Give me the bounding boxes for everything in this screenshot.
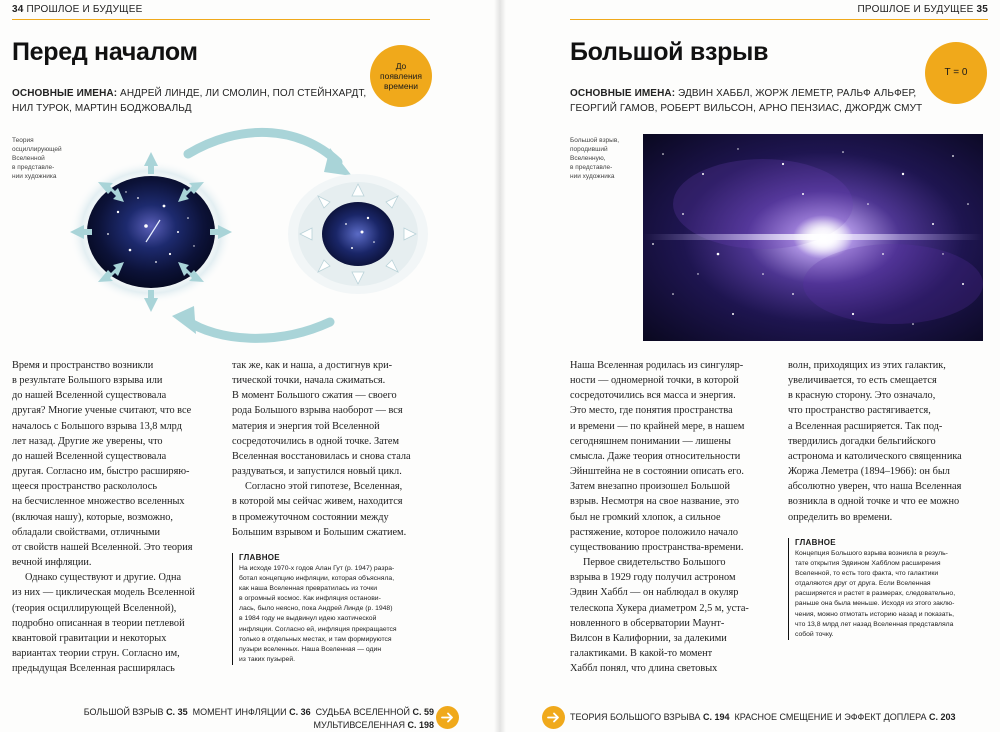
paragraph: Однако существуют и другие. Одна из них — циклическая модель Вселенной (теория осциллирующей Вселенной), подробно описанная в теории петлевой квантовой гравитации и некоторых вариантах теории струн. Согласно им, предыдущая Вселенная расширялась (12, 572, 195, 675)
paragraph: Время и пространство возникли в результате Большого взрыва или до нашей Вселенной существовала другая? Многие ученые считают, что все началось с Большого взрыва 13,8 млрд лет назад. Другие же уверены, что до нашей Вселенной существовала другая. Согласно им, быстро расширяю- щееся пространство раскололось на бесчисленное множество вселенных (включая нашу), которые, возможно, обладали свойствами, отличными от свойств нашей Вселенной. Это теория вечной инфляции. (12, 360, 193, 569)
contracted-universe (322, 202, 394, 266)
era-badge (370, 45, 432, 107)
key-point-box (232, 553, 437, 665)
key-names (570, 86, 930, 116)
page-title: Перед началом (12, 38, 198, 66)
xref-link[interactable]: КРАСНОЕ СМЕЩЕНИЕ И ЭФФЕКТ ДОПЛЕРА С. 203 (734, 712, 956, 722)
cross-references (570, 712, 956, 722)
figure-caption: Теория осциллирующей Вселенной в представле- нии художника (12, 137, 62, 180)
expanded-universe (87, 176, 215, 288)
page-title: Большой взрыв (570, 38, 769, 66)
paragraph: Согласно этой гипотезе, Вселенная, в которой мы сейчас живем, находится в промежуточном состоянии между Большим взрывом и Большим сжатием. (232, 481, 407, 538)
header-rule (570, 19, 988, 20)
paragraph: Наша Вселенная родилась из сингуляр- ности — одномерной точки, в которой сосредоточились вся масса и энергия. Это место, где понятия пространства и времени — по крайней мере, в нашем сегодняшнем понимании — лишены смысла. Даже теория относительности Эйнштейна не в состоянии описать его. Затем внезапно произошел Большой взрыв. Несмотря на свое название, это был не громкий хлопок, а сильное растяжение, которое положило начало существованию пространства-времени. (570, 360, 745, 553)
page-number: 35 (976, 4, 988, 15)
running-head (858, 4, 988, 15)
xref-link[interactable]: МОМЕНТ ИНФЛЯЦИИ С. 36 (192, 707, 311, 717)
key-names-line1: ЭДВИН ХАББЛ, ЖОРЖ ЛЕМЕТР, РАЛЬФ АЛЬФЕР, (678, 88, 917, 99)
key-point-box (788, 538, 993, 640)
paragraph: так же, как и наша, а достигнув кри- тической точки, начала сжиматься. В момент Большого сжатия — своего рода Большого взрыва наоборот — вся материя и энергия той Вселенной сосредоточились в одной точке. Затем Вселенная восстановилась и снова стала раздуваться, и запустился новый цикл. (232, 360, 411, 478)
cycle-arrow-top (188, 132, 338, 162)
era-badge (925, 42, 987, 104)
body-column-2 (788, 358, 993, 525)
xref-line-2 (84, 720, 434, 730)
era-badge-text: T = 0 (944, 67, 968, 78)
key-names-line1: АНДРЕЙ ЛИНДЕ, ЛИ СМОЛИН, ПОЛ СТЕЙНХАРДТ, (120, 88, 367, 99)
xref-line-1 (84, 707, 434, 717)
key-point-title: ГЛАВНОЕ (239, 553, 280, 562)
body-column-1 (570, 358, 782, 676)
paragraph: волн, приходящих из этих галактик, увеличивается, то есть смещается в красную сторону. Это означало, что пространство растягивается, а Вселенная расширяется. Так под- твердились догадки бельгийского астронома и католического священника Жоржа Леметра (1894–1966): он был абсолютно уверен, что наша Вселенная возникла в одной точке и что ее можно определить во времени. (788, 360, 962, 523)
key-point-title: ГЛАВНОЕ (795, 538, 836, 547)
era-badge-text: До появления времени (380, 61, 422, 91)
xref-link[interactable]: СУДЬБА ВСЕЛЕННОЙ С. 59 (315, 707, 434, 717)
arrow-right-icon (547, 712, 560, 723)
cross-references (84, 707, 434, 730)
key-names-line2: НИЛ ТУРОК, МАРТИН БОДЖОВАЛЬД (12, 103, 192, 114)
body-column-1 (12, 358, 224, 676)
body-column-2 (232, 358, 437, 540)
section-title: ПРОШЛОЕ И БУДУЩЕЕ (26, 4, 143, 15)
arrow-right-icon (441, 712, 454, 723)
big-bang-image (643, 134, 983, 341)
xref-link[interactable]: МУЛЬТИВСЕЛЕННАЯ С. 198 (313, 720, 434, 730)
oscillating-universe-illustration (68, 122, 440, 348)
section-title: ПРОШЛОЕ И БУДУЩЕЕ (857, 4, 974, 15)
xref-link[interactable]: ТЕОРИЯ БОЛЬШОГО ВЗРЫВА С. 194 (570, 712, 730, 722)
key-point-text: Концепция Большого взрыва возникла в резуль- тате открытия Эдвином Хабблом расширения Вселенной, то есть того факта, что галактики отдаляются друг от друга. Если Вселенная расширяется и растет в размерах, следовательно, раньше она была меньше. Исходя из этого заклю- чения, можно отмотать историю назад и показать, что 13,8 млрд лет назад Вселенная представляла собой точку. (795, 550, 956, 638)
key-names-label: ОСНОВНЫЕ ИМЕНА: (12, 88, 118, 99)
running-head (12, 4, 142, 15)
key-names (12, 86, 372, 116)
next-arrow-button[interactable] (436, 706, 459, 729)
key-names-label: ОСНОВНЫЕ ИМЕНА: (570, 88, 676, 99)
cycle-arrow-bottom-head (172, 306, 196, 334)
page-number: 34 (12, 4, 24, 15)
key-point-text: На исходе 1970-х годов Алан Гут (р. 1947) разра- ботал концепцию инфляции, которая объясняла, как наша Вселенная превратилась из точки в огромный космос. Как инфляция останови- лась, было неясно, пока Андрей Линде (р. 1948) в 1984 году не выдвинул идею хаотической инфляции. Согласно ей, инфляция прекращается только в отдельных местах, и там формируются пузыри вселенных. Наша Вселенная — один из таких пузырей. (239, 565, 397, 663)
cycle-arrow-bottom (186, 320, 330, 338)
book-gutter (494, 0, 506, 732)
right-page (500, 0, 1000, 732)
figure-caption: Большой взрыв, породивший Вселенную, в представле- нии художника (570, 137, 620, 180)
header-rule (12, 19, 430, 20)
xref-link[interactable]: БОЛЬШОЙ ВЗРЫВ С. 35 (83, 707, 188, 717)
paragraph: Первое свидетельство Большого взрыва в 1929 году получил астроном Эдвин Хаббл — он наблюдал в окуляр телескопа Хукера диаметром 2,5 м, уста- новленного в обсерватории Маунт- Вилсон в Калифорнии, за далекими галактиками. В какой-то момент Хаббл понял, что длина световых (570, 557, 749, 675)
next-arrow-button[interactable] (542, 706, 565, 729)
key-names-line2: ГЕОРГИЙ ГАМОВ, РОБЕРТ ВИЛЬСОН, АРНО ПЕНЗИАС, ДЖОРДЖ СМУТ (570, 103, 923, 114)
